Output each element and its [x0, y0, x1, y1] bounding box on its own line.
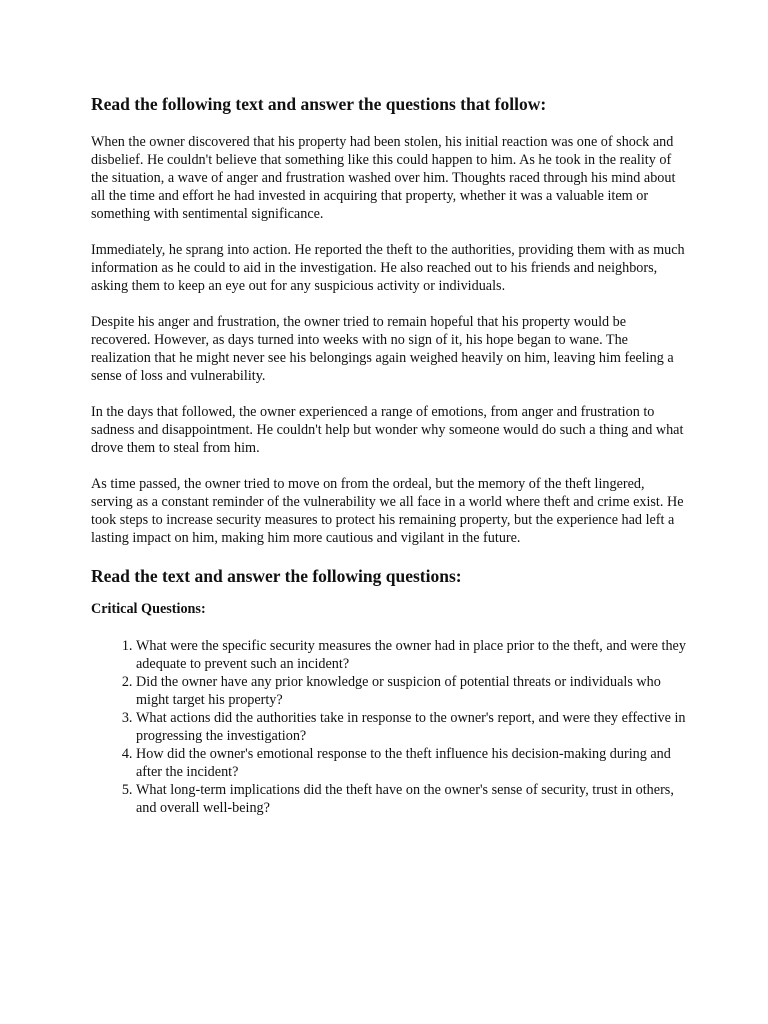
question-item: 2. Did the owner have any prior knowledge or suspicion of potential threats or individuals who might target his property? — [136, 673, 688, 709]
paragraph-5: As time passed, the owner tried to move on from the ordeal, but the memory of the theft lingered, serving as a constant reminder of the vulnerability we all face in a world where theft and crime exist. He took steps to increase security measures to protect his remaining property, but the experience had left a lasting impact on him, making him more cautious and vigilant in the future. — [91, 476, 684, 546]
paragraph-1: When the owner discovered that his property had been stolen, his initial reaction was one of shock and disbelief. He couldn't believe that something like this could happen to him. As he took in the reality of the situation, a wave of anger and frustration washed over him. Thoughts raced through his mind about all the time and effort he had invested in acquiring that property, whether it was a valuable item or something with sentimental significance. — [91, 134, 676, 222]
paragraph-3: Despite his anger and frustration, the owner tried to remain hopeful that his property would be recovered. However, as days turned into weeks with no sign of it, his hope began to wane. The realization that he might never see his belongings again weighed heavily on him, leaving him feeling a sense of loss and vulnerability. — [91, 314, 674, 384]
question-item: 3. What actions did the authorities take in response to the owner's report, and were they effective in progressing the investigation? — [136, 709, 688, 745]
paragraph-2: Immediately, he sprang into action. He reported the theft to the authorities, providing them with as much information as he could to aid in the investigation. He also reached out to his friends and neighbors, asking them to keep an eye out for any suspicious activity or individuals. — [91, 242, 685, 294]
main-heading: Read the following text and answer the questions that follow: — [91, 94, 547, 114]
question-item: 5. What long-term implications did the theft have on the owner's sense of security, trust in others, and overall well-being? — [136, 781, 688, 817]
questions-list — [91, 637, 688, 817]
question-item: 1. What were the specific security measures the owner had in place prior to the theft, and were they adequate to prevent such an incident? — [136, 637, 688, 673]
critical-questions-subheading: Critical Questions: — [91, 601, 206, 617]
question-item: 4. How did the owner's emotional response to the theft influence his decision-making during and after the incident? — [136, 745, 688, 781]
questions-heading: Read the text and answer the following questions: — [91, 566, 462, 586]
paragraph-4: In the days that followed, the owner experienced a range of emotions, from anger and frustration to sadness and disappointment. He couldn't help but wonder why someone would do such a thing and what drove them to steal from him. — [91, 404, 684, 456]
